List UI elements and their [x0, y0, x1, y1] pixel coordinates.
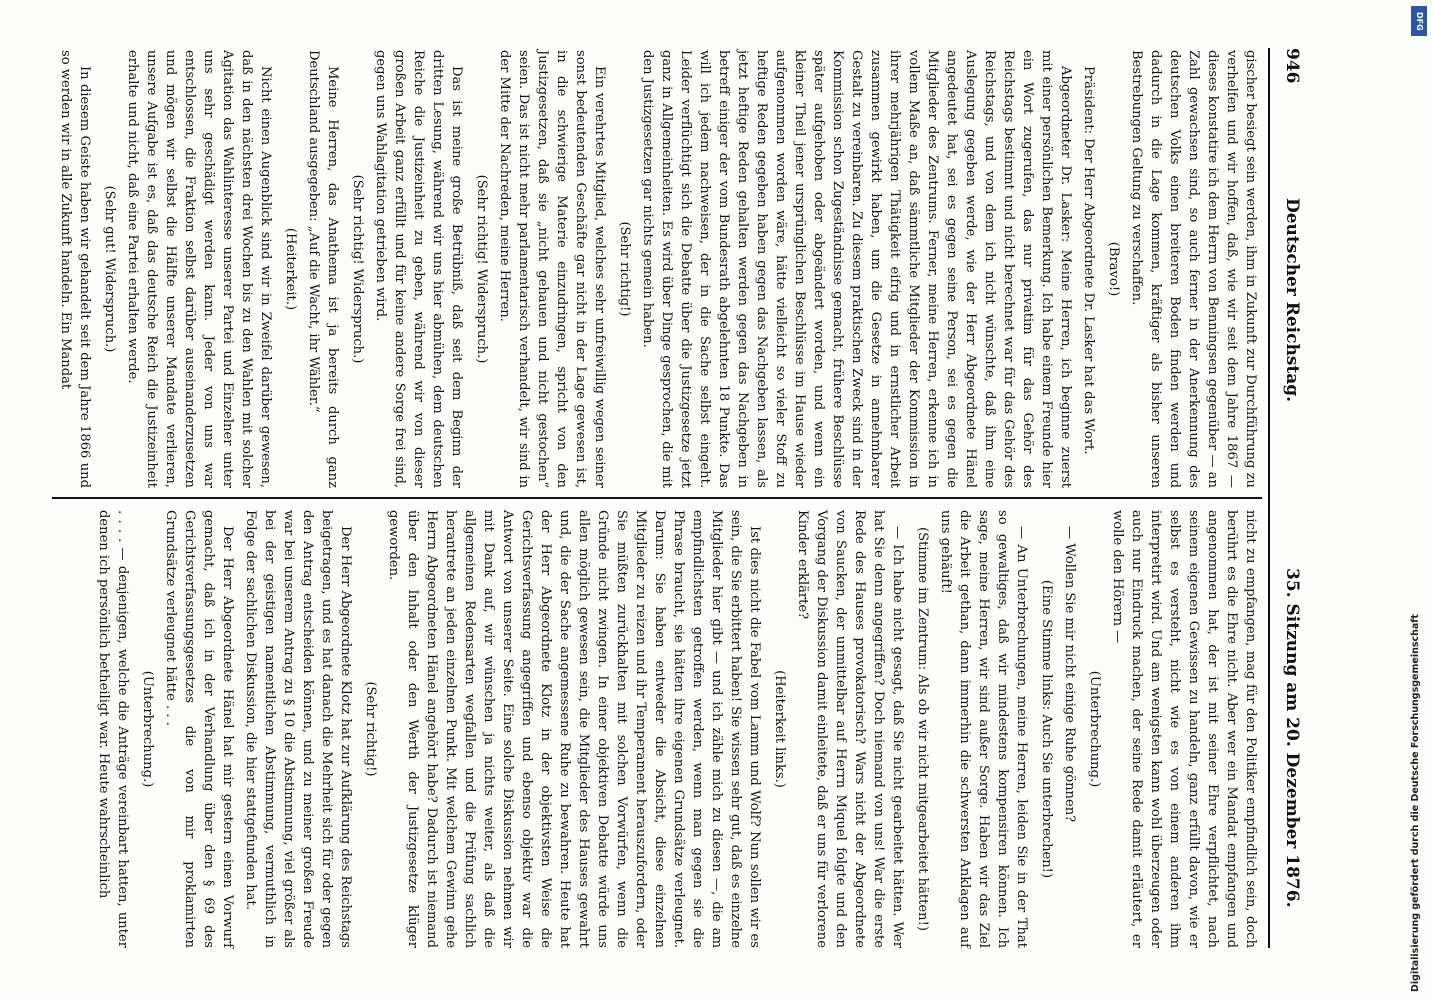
- left-column: [52, 50, 1260, 488]
- paragraph: . . . . — denjenigen, welche die Anträge vereinbart hatten, unter denen ich persönlich betheiligt war. Heute wahrscheinlich: [96, 510, 130, 948]
- paragraph: Meine Herren, das Anathema ist ja bereits durch ganz Deutschland ausgegeben: „Auf die Wacht, ihr Wähler.“: [306, 50, 340, 488]
- paragraph: Der Herr Abgeordnete Hänel hat mir gestern einen Vorwurf gemacht, daß ich in der Verhandlung über den § 69 des Gerichtsverfassungsgesetzes die von mir proklamirten Grundsätze verleugnet hätte . . .: [163, 510, 235, 948]
- stage-direction: (Heiterkeit links.): [772, 670, 787, 788]
- paragraph: Präsident: Der Herr Abgeordnete Dr. Lasker hat das Wort.: [1081, 66, 1096, 455]
- paragraph: Nicht einen Augenblick sind wir in Zweifel darüber gewesen, daß in den nächsten drei Wochen bis zu den Wahlen mit solcher Agitation das Wahlinteresse unserer Partei und Einzelner unter uns sehr geschädigt werden kann. Jeder von uns war entschlossen, die Fraktion selbst darüber auseinanderzusetzen und mögen wir selbst die Hälfte unserer Mandate verlieren, unsere Aufgabe ist es, daß das deutsche Reich die Justizeinheit erhalte und nicht, daß eine Partei erhalten werde.: [125, 50, 273, 488]
- stage-direction: (Stimme im Zentrum: Als ob wir nicht mitgearbeitet hätten!): [915, 527, 930, 931]
- stage-direction: (Bravo!): [1106, 241, 1121, 297]
- right-column: [90, 510, 1260, 948]
- header-rule: [1268, 48, 1270, 948]
- stage-direction: (Sehr richtig! Widerspruch.): [350, 174, 365, 364]
- rotated-page: [30, 0, 1320, 1000]
- dfg-credit: Digitalisierung gefördert durch die Deutsche Forschungsgemeinschaft: [1410, 614, 1421, 992]
- paragraph: Der Herr Abgeordnete Klotz hat zur Aufklärung des Reichstags beigetragen, und es hat danach die Mehrheit sich für oder gegen den Antrag entscheiden können, und zu meiner großen Freude war bei unserem Antrag zu § 10 die Abstimmung, viel größer als bei der geistigen namentlichen Abstimmung, vermuthlich in Folge der sachlichen Diskussion, die hier stattgefunden hat.: [243, 510, 353, 948]
- paragraph: — An Unterbrechungen, meine Herren, leiden Sie in der That so gewaltiges, daß wir mindestens kompensiren können. Ich sage, meine Herren, wir sind außer Sorge. Haben wir das Ziel die Arbeit gethan, dann immerhin die schwersten Anklagen auf uns gehäuft!: [938, 510, 1029, 948]
- running-title: Deutscher Reichstag.: [1282, 198, 1302, 403]
- stage-direction: (Sehr richtig!): [617, 221, 632, 317]
- dfg-logo: DFG: [1411, 6, 1427, 36]
- paragraph: Ein verehrtes Mitglied, welches sehr unfreiwillig wegen seiner sonst bedeutenden Geschäfte gar nicht in der Lage gewesen ist, in die schwierige Materie einzudringen, spricht von den Justizgesetzen, daß sie „nicht gehauen und nicht gestochen“ seien. Das ist nicht mehr parlamentarisch verhandelt, wir sind in der Mitte der Nachreden, meine Herren.: [497, 50, 607, 488]
- column-divider: [52, 497, 1262, 499]
- page-header: [1274, 48, 1310, 948]
- paragraph: Das ist meine große Betrübniß, daß seit dem Beginn der dritten Lesung, während wir uns hier abmühen, dem deutschen Reiche die Justizeinheit zu geben, während wir von dieser großen Arbeit ganz erfüllt und für keine andere Sorge frei sind, gegen uns Wahlagitation getrieben wird.: [373, 50, 464, 488]
- stage-direction: (Sehr richtig! Widerspruch.): [474, 174, 489, 364]
- dfg-margin: [1410, 0, 1428, 1000]
- stage-direction: (Sehr richtig!): [363, 681, 378, 777]
- paragraph: Abgeordneter Dr. Lasker: Meine Herren, ich beginne zuerst mit einer persönlichen Bemerkung. Ich habe einem Freunde hier ein Wort zugerufen, das nur privatim für das Gehör des Reichstags bestimmt und nicht berechnet war für das Gehör des Reichstags, und von dem ich nicht wünschte, daß ihm eine Auslegung gegeben werde, wie der Herr Abgeordnete Hänel angedeutet hat, sei es gegen seine Person, sei es gegen die Mitglieder des Zentrums. Ferner, meine Herren, erkenne ich in vollem Maße an, daß sämmtliche Mitglieder der Kommission in ihrer mehrjährigen Thätigkeit eifrig und in ernstlicher Arbeit zusammen gewirkt haben, um die Gesetze in annehmbarer Gestalt zu vereinbaren. Zu diesem praktischen Zweck sind in der Kommission schon Zugeständnisse gemacht, frühere Beschlüsse später aufgehoben oder abgeändert worden, und wenn ein kleiner Theil jener ursprünglichen Beschlüsse im Hause wieder aufgenommen worden wäre, hätte vielleicht so vieler Stoff zu heftige Reden gegeben haben gegen das Nachgeben lassen, als jetzt heftige Reden gehalten werden gegen das Nachgeben in betreff einiger der vom Bundesrath abgelehnten 18 Punkte. Das will ich jedem nachweisen, der in die Sache selbst eingeht. Leider verflüchtigt sich die Debatte über die Justizgesetze jetzt ganz in Allgemeinheiten. Es wird über Dinge gesprochen, die mit den Justizgesetzen gar nichts gemein haben.: [640, 50, 1073, 488]
- paragraph: In diesem Geiste haben wir gehandelt seit dem Jahre 1866 und so werden wir in alle Zukunft handeln. Ein Mandat: [58, 50, 92, 488]
- stage-direction: (Eine Stimme links: Auch Sie unterbrechen!): [1039, 579, 1054, 879]
- stage-direction: (Sehr gut! Widerspruch.): [102, 185, 117, 353]
- paragraph: — Wollen Sie mir nicht einige Ruhe gönnen?: [1062, 526, 1077, 823]
- stage-direction: (Heiterkeit.): [283, 227, 298, 311]
- paragraph: nicht zu empfangen, mag für den Politiker empfindlich sein, doch berührt es die Ehre nicht. Aber wer ein Mandat empfangen und angenommen hat, der ist mit seiner Ehre verpflichtet, nach seinem eigenen Gewissen zu handeln, ganz erfüllt davon, wie er selbst es versteht, nicht wie es von einem anderen ihm interpretirt wird. Und am wenigsten kann wohl überzeugen oder auch nur Eindruck machen, der seine Rede damit erläutert, er wolle den Hörern —: [1110, 510, 1258, 948]
- stage-direction: (Unterbrechung.): [140, 670, 155, 788]
- session-date: 35. Sitzung am 20. Dezember 1876.: [1282, 568, 1302, 908]
- paragraph: Ist dies nicht die Fabel vom Lamm und Wolf? Nun sollen wir es sein, die Sie erbittert haben! Sie wissen sehr gut, daß es einzelne Mitglieder hier gibt — und ich zähle mich zu diesen —, die am empfindlichsten getroffen werden, wenn man gegen sie die Phrase braucht, sie hätten ihre eigenen Grundsätze verleugnet. Darum: Sie haben entweder die Absicht, diese einzelnen Mitglieder zu reizen und ihr Temperament herauszufordern, oder Sie müßten zurückhalten mit solchen Vorwürfen, wenn die Gründe nicht zwingen. In einer objektiven Debatte würde uns allen möglich gewesen sein, die Mitglieder des Hauses gewahrt und, die der Sache angemessene Ruhe zu bewahren. Heute hat der Herr Abgeordnete Klotz in der objektivsten Weise die Gerichtsverfassung angegriffen und ebenso objektiv war die Antwort von unserer Seite. Eine solche Diskussion nehmen wir mit Dank auf, wir wünschen ja nichts weiter, als daß die allgemeinen Redensarten wegfallen und die Prüfung sachlich herantrete an jeden einzelnen Punkt. Mit welchem Gewinn gehe Herrn Abgeordneten Hänel angehört habe? Dadurch ist niemand über den Inhalt oder den Werth der Justizgesetze klüger geworden.: [386, 510, 762, 948]
- stage-direction: (Unterbrechung.): [1087, 670, 1102, 788]
- paragraph: — Ich habe nicht gesagt, daß Sie nicht gearbeitet hätten. Wer hat Sie denn angegriffen? Doch niemand von uns! War die erste Rede des Hauses provokatorisch? Wars nicht der Abgeordnete von Saucken, der unmittelbar auf Herrn Miquel folgte und den Vorgang der Diskussion damit einleitete, daß er uns für verlorene Kinder erklärte?: [795, 510, 905, 948]
- page-number: 946: [1282, 48, 1302, 84]
- paragraph: gischer besiegt sein werden, ihm in Zukunft zur Durchführung zu verhelfen und wir hoffen, daß, wie wir seit dem Jahre 1867 — dieses konstatire ich dem Herrn von Benningsen gegenüber — an Zahl gewachsen sind, so auch ferner in der Anerkennung des deutschen Volks einen breiteren Boden finden werden und dadurch in die Lage kommen, kräftiger als bisher unseren Bestrebungen Geltung zu verschaffen.: [1129, 50, 1258, 488]
